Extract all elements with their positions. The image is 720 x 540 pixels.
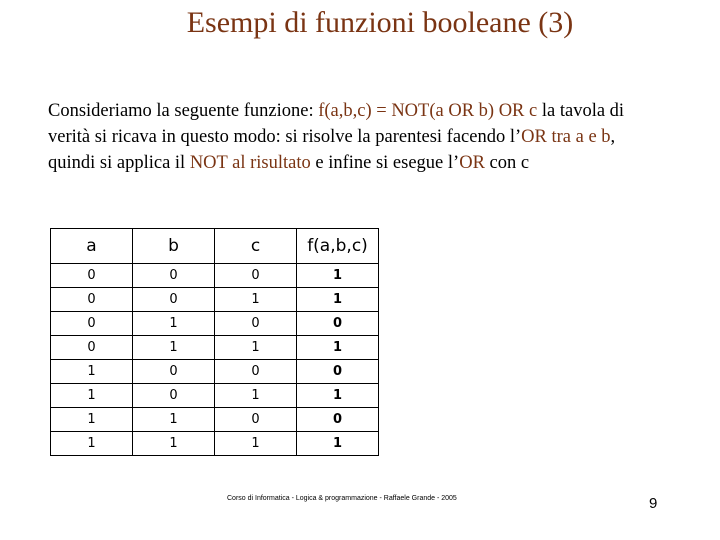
not-highlight: NOT al risultato: [189, 153, 311, 173]
cell-a: 0: [51, 312, 133, 336]
cell-a: 0: [51, 264, 133, 288]
cell-b: 1: [133, 432, 215, 456]
header-b: b: [133, 229, 215, 264]
table-row: [51, 312, 379, 336]
table-row: [51, 432, 379, 456]
para-text-5: con c: [484, 153, 530, 173]
cell-f: 0: [297, 312, 379, 336]
cell-c: 0: [215, 264, 297, 288]
cell-b: 0: [133, 288, 215, 312]
cell-f: 1: [297, 288, 379, 312]
cell-c: 1: [215, 336, 297, 360]
truth-table-header-row: [51, 229, 379, 264]
description-paragraph: [48, 98, 658, 176]
cell-b: 1: [133, 312, 215, 336]
cell-c: 0: [215, 408, 297, 432]
cell-f: 1: [297, 336, 379, 360]
slide-footer: Corso di Informatica - Logica & programmazione - Raffaele Grande - 2005: [227, 495, 457, 502]
cell-b: 1: [133, 408, 215, 432]
cell-f: 0: [297, 360, 379, 384]
table-row: [51, 384, 379, 408]
table-row: [51, 360, 379, 384]
cell-b: 0: [133, 360, 215, 384]
cell-c: 1: [215, 288, 297, 312]
header-a: a: [51, 229, 133, 264]
header-f: f(a,b,c): [297, 229, 379, 264]
cell-c: 0: [215, 312, 297, 336]
cell-c: 1: [215, 432, 297, 456]
table-row: [51, 408, 379, 432]
cell-a: 1: [51, 360, 133, 384]
table-row: [51, 264, 379, 288]
table-row: [51, 336, 379, 360]
cell-a: 1: [51, 432, 133, 456]
cell-f: 0: [297, 408, 379, 432]
cell-b: 0: [133, 264, 215, 288]
cell-f: 1: [297, 264, 379, 288]
cell-a: 1: [51, 384, 133, 408]
cell-c: 1: [215, 384, 297, 408]
cell-f: 1: [297, 384, 379, 408]
table-row: [51, 288, 379, 312]
slide-title: Esempi di funzioni booleane (3): [186, 6, 574, 39]
page-number: 9: [649, 495, 658, 512]
or-highlight-1: OR tra a e b: [521, 127, 611, 147]
or-highlight-2: OR: [459, 153, 485, 173]
cell-a: 0: [51, 336, 133, 360]
cell-c: 0: [215, 360, 297, 384]
header-c: c: [215, 229, 297, 264]
truth-table: [50, 228, 379, 456]
cell-f: 1: [297, 432, 379, 456]
cell-a: 1: [51, 408, 133, 432]
function-expression: f(a,b,c) = NOT(a OR b) OR c: [318, 101, 538, 121]
para-text-4: e infine si esegue l’: [310, 153, 460, 173]
para-text-3: , quindi si applica il: [48, 127, 616, 173]
para-text-2: la tavola di verità si ricava in questo modo: si risolve la parentesi facendo l’: [48, 101, 625, 147]
cell-b: 0: [133, 384, 215, 408]
cell-a: 0: [51, 288, 133, 312]
cell-b: 1: [133, 336, 215, 360]
para-text-1: Consideriamo la seguente funzione:: [48, 101, 319, 121]
